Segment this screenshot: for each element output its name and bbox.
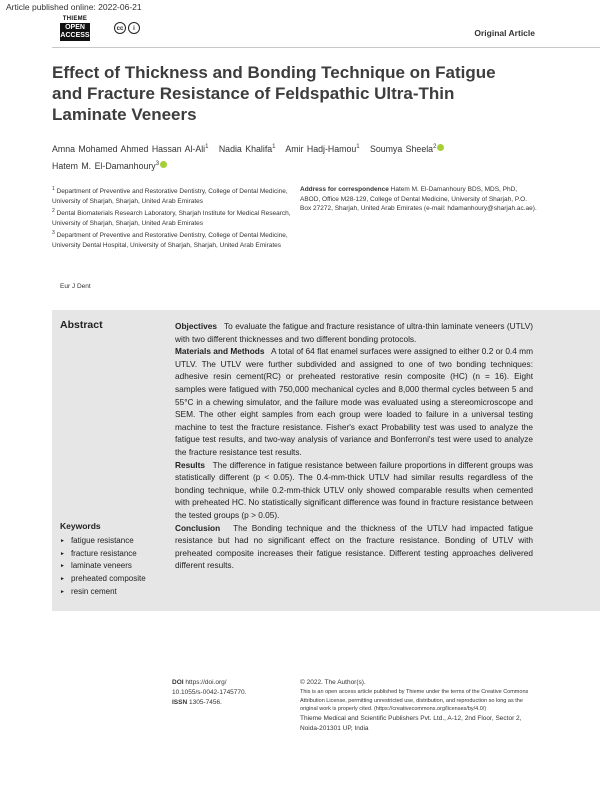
abstract-section: Objectives To evaluate the fatigue and fracture resistance of ultra-thin laminate veneers (UTLV) with two different thicknesses and two different bonding protocols. <box>175 321 533 344</box>
logo-line-access: ACCESS <box>60 32 90 39</box>
author[interactable]: Hatem M. El-Damanhoury$^3$ <box>52 161 167 171</box>
logo-open-access-box <box>60 23 90 41</box>
keyword-item: ► fracture resistance <box>60 548 146 561</box>
abstract-section: Conclusion The Bonding technique and the thickness of the UTLV had impacted fatigue resistance but had no significant effect on the fracture resistance. Bonding of UTLV with preheated composite increases their fatigue resistance. Different testing approaches delivered different results. <box>175 522 534 571</box>
author[interactable]: Amna Mohamed Ahmed Hassan Al-Ali$^1$ <box>52 143 209 154</box>
copyright-line: © 2022. The Author(s). <box>300 679 366 686</box>
published-date-line: Article published online: 2022-06-21 <box>6 2 142 12</box>
issn-value: 1305-7456. <box>188 699 222 706</box>
cc-icon: cc <box>114 22 126 34</box>
issn-label: ISSN <box>172 699 188 706</box>
keyword-item: ► preheated composite <box>60 573 146 586</box>
author[interactable]: Nadia Khalifa$^1$ <box>218 143 276 154</box>
doi-label: DOI <box>172 679 184 686</box>
keywords-heading: Keywords <box>60 521 101 531</box>
author[interactable]: Amir Hadj-Hamou$^1$ <box>285 143 360 154</box>
abstract-body <box>175 320 533 572</box>
correspondence-label: Address for correspondence <box>300 186 389 193</box>
logo-line-open: OPEN <box>65 24 85 31</box>
creative-commons-license-icons <box>114 22 140 34</box>
doi-issn-block <box>172 678 284 708</box>
author[interactable]: Soumya Sheela$^2$ <box>370 144 444 154</box>
keyword-item: ► laminate veneers <box>60 560 146 573</box>
keyword-item: ► resin cement <box>60 586 146 599</box>
publisher-address: Thieme Medical and Scientific Publishers Pvt. Ltd., A-12, 2nd Floor, Sector 2, Noida-201301 UP, India <box>300 714 522 732</box>
affiliation-item: $^1$ Department of Preventive and Restorative Dentistry, College of Dental Medicine, University of Sharjah, Sharjah, United Arab Emirates <box>52 186 288 205</box>
abstract-heading: Abstract <box>60 319 103 331</box>
article-type-label: Original Article <box>474 28 535 38</box>
affiliations <box>52 185 292 251</box>
thieme-open-access-logo <box>60 16 90 43</box>
correspondence-address <box>300 185 538 214</box>
affiliation-item: $^3$ Department of Preventive and Restorative Dentistry, College of Dental Medicine, University Dental Hospital, University of Sharjah, Sharjah, United Arab Emirates <box>52 230 288 249</box>
orcid-icon[interactable] <box>160 161 167 168</box>
license-block <box>300 678 538 734</box>
keyword-item: ► fatigue resistance <box>60 535 146 548</box>
orcid-icon[interactable] <box>437 144 444 151</box>
logo-publisher-text: THIEME <box>62 16 88 22</box>
affiliation-item: $^2$ Dental Biomaterials Research Laboratory, Sharjah Institute for Medical Research, University of Sharjah, Sharjah, United Arab Emirates <box>52 208 291 227</box>
license-text: This is an open access article published by Thieme under the terms of the Creative Commons Attribution License, permitting unrestricted use, distribution, and reproduction so long as the original work is properly cited. (https://creativecommons.org/licenses/by/4.0/) <box>300 689 529 713</box>
journal-name: Eur J Dent <box>60 283 91 290</box>
correspondence-text: Hatem M. El-Damanhoury BDS, MDS, PhD, ABOD, Office M28-129, College of Dental Medicine, University of Sharjah, P.O. Box 27272, Sharjah, United Arab Emirates (e-mail: hdamanhoury@sharjah.ac.ae). <box>300 186 537 212</box>
doi-value[interactable]: 10.1055/s-0042-1745770. <box>172 689 247 696</box>
keywords-list <box>60 535 146 599</box>
doi-link[interactable]: https://doi.org/ <box>185 679 227 686</box>
attribution-icon: i <box>128 22 140 34</box>
abstract-section: Materials and Methods A total of 64 flat enamel surfaces were assigned to either 0.2 or 0.4 mm UTLV. The UTLV were further subdivided and assigned to one of two bonding techniques: adhesive resin cement(RC) or preheated restorative resin composite (HC) (n = 16). Eight samples were fatigued with 750,000 mechanical cycles and 8,000 thermal cycles between 5 and 55°C in a chewing simulator, and the failure mode was evaluated using a stereomicroscope and SEM. The other eight samples from each group were loaded to failure in a universal testing machine to test the fracture resistance. Fisher's exact Probability test was used to analyze the fatigue test results, and two-way analysis of variance and Bonferroni's test were used to analyze the fracture resistance test results. <box>175 346 533 457</box>
abstract-section: Results The difference in fatigue resistance between failure proportions in different groups was statistically different (p < 0.05). The 0.4-mm-thick UTLV had similar results regardless of the bonding technique, while 0.2-mm-thick UTLV only showed comparable results when cemented with preheated HC. No statistically significant difference was found in fracture resistance between the tested groups (p > 0.05). <box>175 459 534 520</box>
author-list <box>52 140 512 174</box>
header-divider <box>52 47 600 48</box>
article-title: Effect of Thickness and Bonding Technique on Fatigue and Fracture Resistance of Feldspathic Ultra-Thin Laminate Veneers <box>52 63 496 124</box>
